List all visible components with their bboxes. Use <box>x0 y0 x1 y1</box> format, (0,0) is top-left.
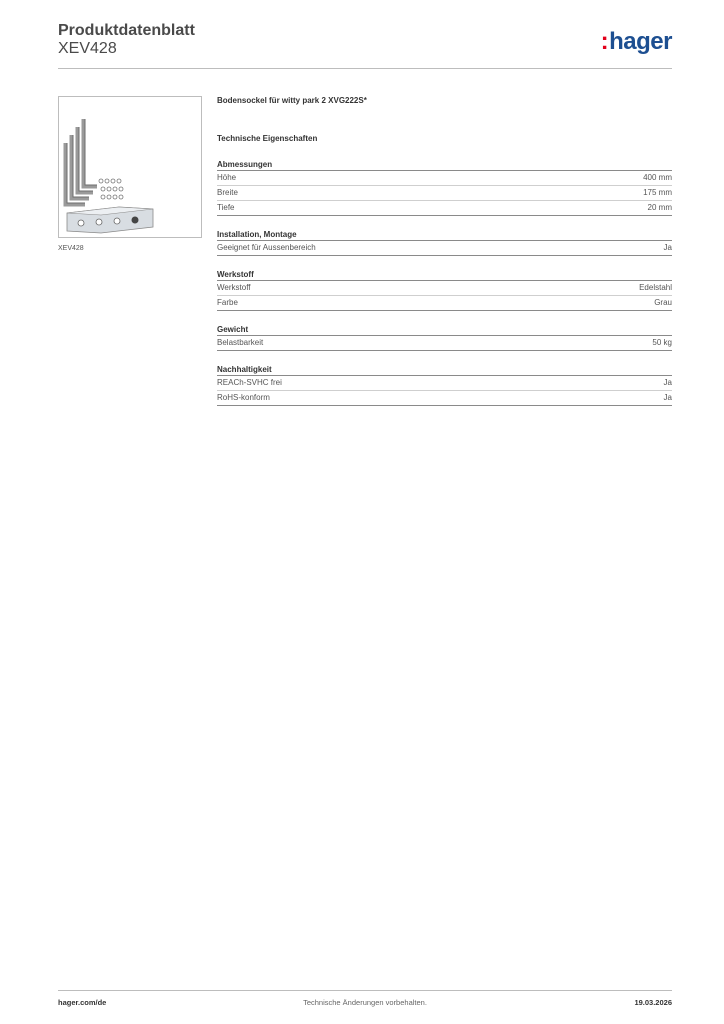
spec-label: Werkstoff <box>217 283 251 292</box>
group-title: Gewicht <box>217 324 672 336</box>
spec-group-dimensions <box>217 159 672 216</box>
hager-logo <box>601 28 672 56</box>
footer-divider <box>58 990 672 991</box>
product-image <box>58 96 202 238</box>
specification-content <box>217 96 672 406</box>
product-name: Bodensockel für witty park 2 XVG222S* <box>217 96 367 105</box>
spec-value: Ja <box>663 393 672 402</box>
spec-value: Ja <box>663 378 672 387</box>
spec-group-sustainability <box>217 364 672 406</box>
floor-base-illustration <box>59 97 201 237</box>
spec-label: REACh-SVHC frei <box>217 378 282 387</box>
spec-row <box>217 241 672 256</box>
spec-group-installation <box>217 229 672 256</box>
spec-row <box>217 201 672 216</box>
group-title: Abmessungen <box>217 159 672 171</box>
spec-row <box>217 186 672 201</box>
document-title: Produktdatenblatt <box>58 22 195 39</box>
section-heading: Technische Eigenschaften <box>217 134 318 143</box>
image-caption: XEV428 <box>58 245 84 252</box>
page-header <box>58 22 672 68</box>
group-title: Nachhaltigkeit <box>217 364 672 376</box>
spec-value: 400 mm <box>643 173 672 182</box>
spec-value: 20 mm <box>647 203 672 212</box>
spec-label: RoHS-konform <box>217 393 270 402</box>
spec-group-weight <box>217 324 672 351</box>
page-footer <box>58 998 672 1010</box>
footer-date: 19.03.2026 <box>634 998 672 1007</box>
spec-row <box>217 281 672 296</box>
spec-label: Geeignet für Aussenbereich <box>217 243 316 252</box>
spec-row <box>217 336 672 351</box>
spec-value: 175 mm <box>643 188 672 197</box>
spec-group-material <box>217 269 672 311</box>
header-divider <box>58 68 672 69</box>
spec-row <box>217 296 672 311</box>
footer-website-link[interactable]: hager.com/de <box>58 998 107 1007</box>
spec-label: Tiefe <box>217 203 235 212</box>
spec-row <box>217 376 672 391</box>
spec-label: Farbe <box>217 298 238 307</box>
footer-notice: Technische Änderungen vorbehalten. <box>303 998 427 1007</box>
spec-label: Breite <box>217 188 238 197</box>
product-code: XEV428 <box>58 40 117 57</box>
spec-label: Höhe <box>217 173 237 182</box>
spec-value: Grau <box>654 298 672 307</box>
group-title: Werkstoff <box>217 269 672 281</box>
spec-value: Edelstahl <box>639 283 672 292</box>
spec-row <box>217 171 672 186</box>
spec-value: Ja <box>663 243 672 252</box>
group-title: Installation, Montage <box>217 229 672 241</box>
spec-row <box>217 391 672 406</box>
spec-label: Belastbarkeit <box>217 338 264 347</box>
logo-text: hager <box>609 28 672 55</box>
spec-value: 50 kg <box>652 338 672 347</box>
logo-colon: : <box>600 28 609 55</box>
